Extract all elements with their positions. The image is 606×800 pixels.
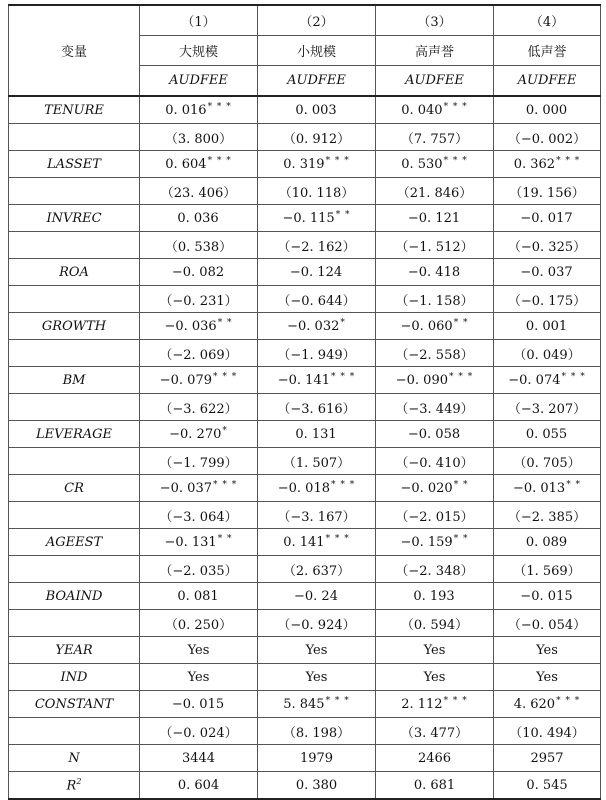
- coefficient-cell: [376, 475, 494, 502]
- coefficient-value: −0. 060: [400, 319, 453, 334]
- significance-stars: * * *: [325, 696, 350, 706]
- coefficient-value: −0. 090: [395, 373, 448, 388]
- coefficient-value: −0. 036: [164, 319, 217, 334]
- variable-name: LEVERAGE: [9, 421, 140, 448]
- coefficient-value: 0. 193: [413, 589, 455, 604]
- significance-stars: * *: [566, 480, 582, 490]
- t-stat-cell: （−0. 002）: [494, 124, 601, 151]
- significance-stars: * * *: [556, 696, 581, 706]
- coefficient-value: −0. 058: [407, 427, 461, 442]
- t-stat-cell: （0. 538）: [140, 232, 258, 259]
- significance-stars: * *: [335, 210, 351, 220]
- coefficient-cell: [140, 475, 258, 502]
- coefficient-row: [9, 151, 601, 178]
- coefficient-cell: [140, 96, 258, 124]
- t-stat-cell: （−1. 158）: [376, 286, 494, 313]
- coefficient-cell: [494, 691, 601, 718]
- empty-label-cell: [9, 178, 140, 205]
- col-group: 小规模: [258, 36, 376, 66]
- t-stat-cell: （−2. 015）: [376, 502, 494, 529]
- t-stat-cell: （10. 494）: [494, 718, 601, 745]
- coefficient-cell: [258, 583, 376, 610]
- variable-name: BM: [9, 367, 140, 394]
- coefficient-cell: [258, 205, 376, 232]
- coefficient-value: 0. 016: [165, 103, 207, 118]
- variable-name-text: YEAR: [55, 642, 93, 658]
- variable-name-text: R: [66, 778, 77, 794]
- col-depvar: AUDFEE: [376, 66, 494, 97]
- value-cell: Yes: [140, 637, 258, 664]
- value-cell: Yes: [258, 637, 376, 664]
- t-stat-cell: （19. 156）: [494, 178, 601, 205]
- coefficient-cell: [140, 529, 258, 556]
- value-cell: 2466: [376, 745, 494, 772]
- r2-row: [9, 772, 601, 800]
- t-stat-cell: （7. 757）: [376, 124, 494, 151]
- t-stat-row: [9, 286, 601, 313]
- coefficient-value: −0. 159: [400, 535, 453, 550]
- significance-stars: * * *: [213, 480, 238, 490]
- coefficient-cell: [258, 475, 376, 502]
- col-number: （2）: [258, 5, 376, 36]
- coefficient-value: 0. 089: [525, 535, 568, 550]
- coefficient-row: [9, 313, 601, 340]
- coefficient-row: [9, 583, 601, 610]
- coefficient-value: 2. 112: [401, 697, 443, 712]
- coefficient-row: [9, 96, 601, 124]
- t-stat-cell: （−0. 231）: [140, 286, 258, 313]
- variable-name: BOAIND: [9, 583, 140, 610]
- value-cell: Yes: [140, 664, 258, 691]
- coefficient-value: 0. 040: [401, 103, 443, 118]
- coefficient-cell: [376, 529, 494, 556]
- value-cell: Yes: [494, 664, 601, 691]
- t-stat-cell: （−2. 162）: [258, 232, 376, 259]
- t-stat-cell: （21. 846）: [376, 178, 494, 205]
- coefficient-value: −0. 037: [520, 265, 573, 280]
- t-stat-cell: （−3. 616）: [258, 394, 376, 421]
- coefficient-value: 0. 055: [525, 427, 568, 442]
- value-cell: Yes: [494, 637, 601, 664]
- coefficient-cell: [140, 367, 258, 394]
- t-stat-cell: （8. 198）: [258, 718, 376, 745]
- t-stat-cell: （3. 477）: [376, 718, 494, 745]
- value-cell: 0. 545: [494, 772, 601, 800]
- coefficient-cell: [376, 259, 494, 286]
- t-stat-cell: （−0. 644）: [258, 286, 376, 313]
- coefficient-value: −0. 013: [512, 481, 566, 496]
- t-stat-cell: （0. 705）: [494, 448, 601, 475]
- t-stat-row: [9, 718, 601, 745]
- variable-name: [9, 745, 140, 772]
- value-cell: 3444: [140, 745, 258, 772]
- t-stat-cell: （−1. 949）: [258, 340, 376, 367]
- coefficient-value: −0. 121: [407, 211, 461, 226]
- regression-table: [8, 4, 601, 800]
- coefficient-cell: [140, 583, 258, 610]
- coefficient-row: [9, 475, 601, 502]
- t-stat-row: [9, 556, 601, 583]
- coefficient-value: 0. 131: [295, 427, 337, 442]
- coefficient-cell: [140, 421, 258, 448]
- variable-name: [9, 637, 140, 664]
- coefficient-value: −0. 124: [289, 265, 343, 280]
- coefficient-value: −0. 270: [169, 427, 222, 442]
- t-stat-cell: （−2. 069）: [140, 340, 258, 367]
- significance-stars: *: [340, 318, 346, 328]
- coefficient-cell: [376, 313, 494, 340]
- variable-name-text: N: [68, 750, 80, 766]
- coefficient-value: 0. 081: [177, 589, 219, 604]
- coefficient-cell: [140, 313, 258, 340]
- t-stat-cell: （−2. 558）: [376, 340, 494, 367]
- col-depvar: AUDFEE: [258, 66, 376, 97]
- t-stat-cell: （−1. 512）: [376, 232, 494, 259]
- significance-stars: * * *: [443, 156, 468, 166]
- t-stat-row: [9, 448, 601, 475]
- coefficient-cell: [258, 529, 376, 556]
- value-cell: 1979: [258, 745, 376, 772]
- coefficient-cell: [376, 691, 494, 718]
- variable-header: 变量: [9, 5, 140, 96]
- t-stat-row: [9, 610, 601, 637]
- coefficient-value: 4. 620: [513, 697, 556, 712]
- t-stat-row: [9, 394, 601, 421]
- t-stat-cell: （−0. 024）: [140, 718, 258, 745]
- coefficient-value: 0. 036: [177, 211, 219, 226]
- coefficient-cell: [494, 151, 601, 178]
- coefficient-cell: [494, 421, 601, 448]
- empty-label-cell: [9, 394, 140, 421]
- t-stat-row: [9, 340, 601, 367]
- coefficient-cell: [140, 205, 258, 232]
- coefficient-value: 0. 003: [295, 103, 337, 118]
- coefficient-value: −0. 018: [277, 481, 330, 496]
- t-stat-row: [9, 502, 601, 529]
- coefficient-cell: [376, 367, 494, 394]
- variable-name: TENURE: [9, 96, 140, 124]
- coefficient-cell: [494, 475, 601, 502]
- coefficient-cell: [258, 367, 376, 394]
- coefficient-value: −0. 131: [164, 535, 217, 550]
- variable-name: CR: [9, 475, 140, 502]
- coefficient-cell: [376, 205, 494, 232]
- n-row: [9, 745, 601, 772]
- coefficient-cell: [258, 691, 376, 718]
- t-stat-cell: （−0. 054）: [494, 610, 601, 637]
- significance-stars: * * *: [443, 102, 468, 112]
- coefficient-value: −0. 115: [282, 211, 335, 226]
- coefficient-cell: [376, 421, 494, 448]
- coefficient-value: −0. 020: [400, 481, 453, 496]
- variable-name: AGEEST: [9, 529, 140, 556]
- coefficient-row: [9, 691, 601, 718]
- significance-stars: * * *: [443, 696, 468, 706]
- t-stat-cell: （0. 049）: [494, 340, 601, 367]
- significance-stars: *: [222, 426, 228, 436]
- coefficient-value: −0. 015: [171, 697, 225, 712]
- significance-stars: * * *: [207, 102, 232, 112]
- t-stat-row: [9, 124, 601, 151]
- significance-stars: * * *: [331, 480, 356, 490]
- t-stat-cell: （1. 569）: [494, 556, 601, 583]
- coefficient-row: [9, 205, 601, 232]
- coefficient-cell: [494, 96, 601, 124]
- empty-label-cell: [9, 718, 140, 745]
- empty-label-cell: [9, 124, 140, 151]
- empty-label-cell: [9, 610, 140, 637]
- coefficient-cell: [140, 691, 258, 718]
- t-stat-cell: （1. 507）: [258, 448, 376, 475]
- significance-stars: * *: [217, 534, 233, 544]
- value-cell: Yes: [376, 637, 494, 664]
- coefficient-cell: [494, 313, 601, 340]
- t-stat-cell: （−3. 622）: [140, 394, 258, 421]
- significance-stars: * * *: [556, 156, 581, 166]
- t-stat-cell: （2. 637）: [258, 556, 376, 583]
- variable-name: ROA: [9, 259, 140, 286]
- coefficient-value: −0. 074: [508, 373, 561, 388]
- empty-label-cell: [9, 286, 140, 313]
- coefficient-cell: [258, 151, 376, 178]
- coefficient-cell: [140, 151, 258, 178]
- coefficient-cell: [258, 259, 376, 286]
- year-row: [9, 637, 601, 664]
- t-stat-row: [9, 178, 601, 205]
- value-cell: Yes: [258, 664, 376, 691]
- value-cell: 2957: [494, 745, 601, 772]
- variable-name-text: IND: [60, 669, 88, 685]
- ind-row: [9, 664, 601, 691]
- variable-name: GROWTH: [9, 313, 140, 340]
- significance-stars: * *: [217, 318, 233, 328]
- coefficient-value: −0. 418: [407, 265, 461, 280]
- coefficient-cell: [494, 367, 601, 394]
- value-cell: Yes: [376, 664, 494, 691]
- empty-label-cell: [9, 556, 140, 583]
- significance-stars: * * *: [331, 372, 356, 382]
- variable-name: INVREC: [9, 205, 140, 232]
- coefficient-value: 0. 141: [283, 535, 325, 550]
- coefficient-value: 0. 362: [513, 157, 556, 172]
- t-stat-row: [9, 232, 601, 259]
- t-stat-cell: （3. 800）: [140, 124, 258, 151]
- col-number: （3）: [376, 5, 494, 36]
- col-group: 大规模: [140, 36, 258, 66]
- coefficient-row: [9, 421, 601, 448]
- coefficient-cell: [494, 259, 601, 286]
- t-stat-cell: （−3. 167）: [258, 502, 376, 529]
- col-number: （4）: [494, 5, 601, 36]
- t-stat-cell: （−0. 325）: [494, 232, 601, 259]
- value-cell: 0. 681: [376, 772, 494, 800]
- coefficient-cell: [258, 96, 376, 124]
- significance-stars: * * *: [213, 372, 238, 382]
- coefficient-value: 5. 845: [283, 697, 325, 712]
- t-stat-cell: （−0. 410）: [376, 448, 494, 475]
- t-stat-cell: （−0. 924）: [258, 610, 376, 637]
- coefficient-row: [9, 367, 601, 394]
- variable-name: CONSTANT: [9, 691, 140, 718]
- t-stat-cell: （−3. 449）: [376, 394, 494, 421]
- coefficient-value: −0. 082: [171, 265, 225, 280]
- coefficient-cell: [140, 259, 258, 286]
- coefficient-cell: [258, 421, 376, 448]
- t-stat-cell: （0. 594）: [376, 610, 494, 637]
- empty-label-cell: [9, 340, 140, 367]
- variable-name: [9, 772, 140, 800]
- empty-label-cell: [9, 448, 140, 475]
- significance-stars: * *: [453, 480, 469, 490]
- col-depvar: AUDFEE: [494, 66, 601, 97]
- col-group: 低声誉: [494, 36, 601, 66]
- coefficient-cell: [494, 529, 601, 556]
- t-stat-cell: （0. 912）: [258, 124, 376, 151]
- coefficient-cell: [376, 583, 494, 610]
- value-cell: 0. 380: [258, 772, 376, 800]
- significance-stars: * * *: [325, 156, 350, 166]
- empty-label-cell: [9, 232, 140, 259]
- coefficient-value: −0. 141: [277, 373, 330, 388]
- t-stat-cell: （−2. 348）: [376, 556, 494, 583]
- significance-stars: * *: [453, 318, 469, 328]
- coefficient-value: 0. 319: [283, 157, 325, 172]
- coefficient-cell: [376, 151, 494, 178]
- coefficient-value: −0. 037: [159, 481, 212, 496]
- col-group: 高声誉: [376, 36, 494, 66]
- t-stat-cell: （−0. 175）: [494, 286, 601, 313]
- coefficient-value: 0. 530: [401, 157, 443, 172]
- coefficient-value: −0. 017: [520, 211, 573, 226]
- variable-name: [9, 664, 140, 691]
- coefficient-cell: [494, 583, 601, 610]
- coefficient-cell: [494, 205, 601, 232]
- significance-stars: * *: [453, 534, 469, 544]
- coefficient-value: −0. 079: [159, 373, 212, 388]
- significance-stars: * * *: [325, 534, 350, 544]
- coefficient-value: −0. 015: [520, 589, 573, 604]
- empty-label-cell: [9, 502, 140, 529]
- t-stat-cell: （−3. 064）: [140, 502, 258, 529]
- col-depvar: AUDFEE: [140, 66, 258, 97]
- coefficient-cell: [258, 313, 376, 340]
- superscript: 2: [76, 776, 82, 786]
- variable-name: LASSET: [9, 151, 140, 178]
- header-row-numbers: [9, 5, 601, 36]
- significance-stars: * * *: [449, 372, 474, 382]
- coefficient-value: 0. 000: [525, 103, 568, 118]
- coefficient-value: −0. 24: [294, 589, 338, 604]
- significance-stars: * * *: [561, 372, 586, 382]
- coefficient-value: −0. 032: [287, 319, 340, 334]
- significance-stars: * * *: [207, 156, 232, 166]
- t-stat-cell: （23. 406）: [140, 178, 258, 205]
- value-cell: 0. 604: [140, 772, 258, 800]
- t-stat-cell: （−1. 799）: [140, 448, 258, 475]
- t-stat-cell: （−2. 385）: [494, 502, 601, 529]
- coefficient-cell: [376, 96, 494, 124]
- t-stat-cell: （−3. 207）: [494, 394, 601, 421]
- coefficient-value: 0. 001: [525, 319, 568, 334]
- col-number: （1）: [140, 5, 258, 36]
- t-stat-cell: （−2. 035）: [140, 556, 258, 583]
- coefficient-row: [9, 259, 601, 286]
- coefficient-row: [9, 529, 601, 556]
- t-stat-cell: （0. 250）: [140, 610, 258, 637]
- coefficient-value: 0. 604: [165, 157, 207, 172]
- t-stat-cell: （10. 118）: [258, 178, 376, 205]
